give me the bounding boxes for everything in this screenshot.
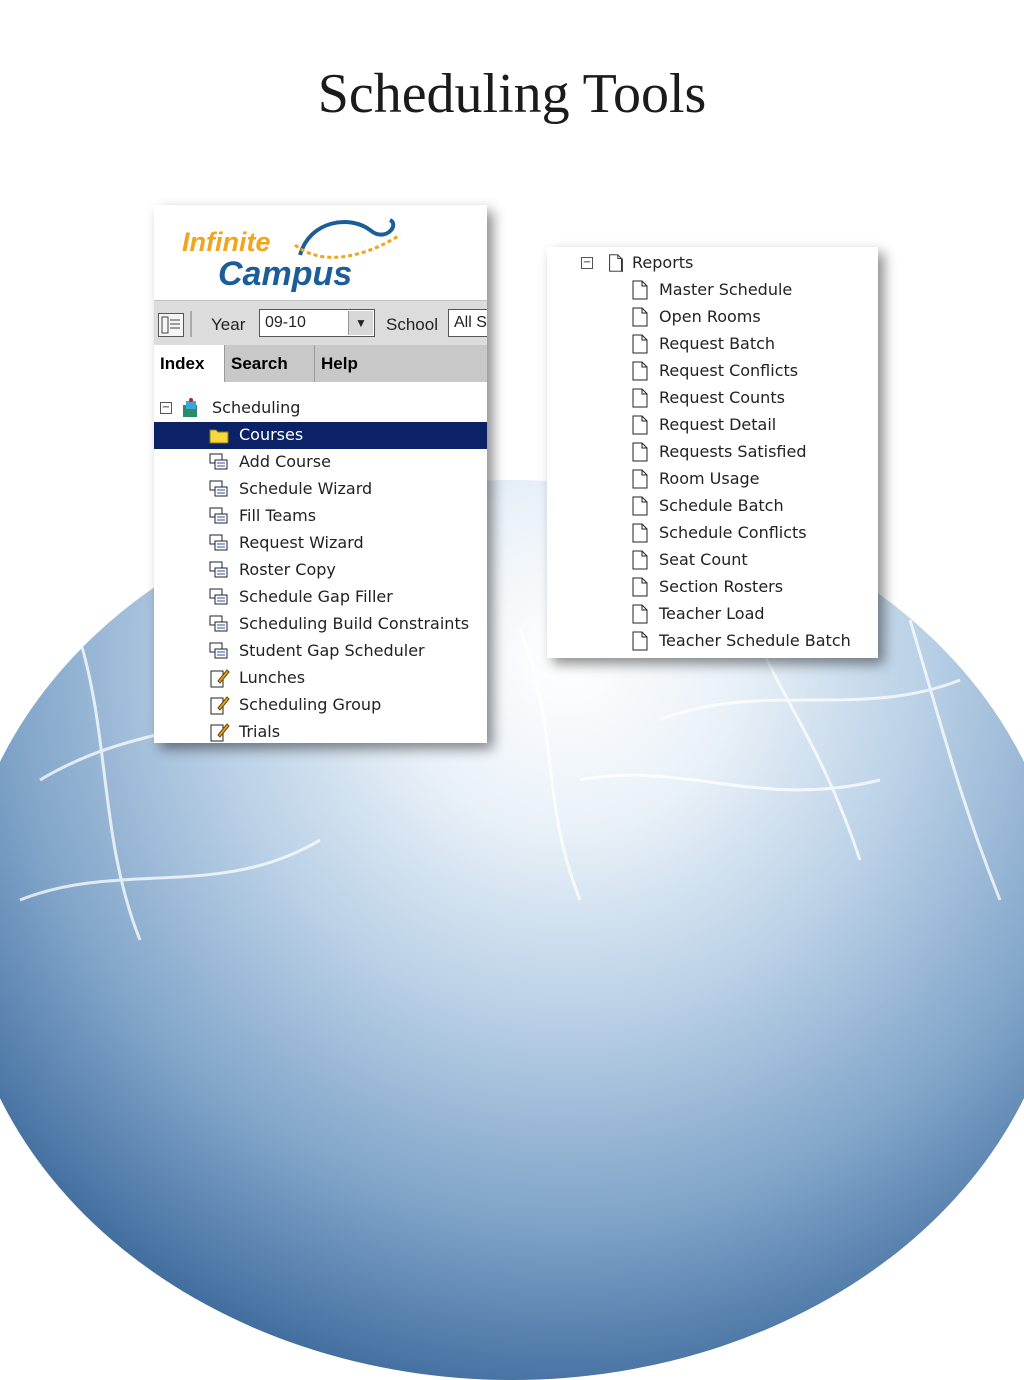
edit-icon	[208, 667, 230, 689]
tab-search[interactable]: Search	[224, 345, 314, 382]
report-item[interactable]	[547, 385, 878, 412]
slide-title: Scheduling Tools	[317, 63, 707, 125]
report-item-label: Open Rooms	[659, 307, 761, 326]
tab-help[interactable]: Help	[314, 345, 376, 382]
report-item-label: Teacher Load	[659, 604, 765, 623]
school-select[interactable]	[448, 309, 487, 337]
report-item-label: Teacher Schedule Batch	[659, 631, 851, 650]
report-item[interactable]	[547, 628, 878, 655]
report-item[interactable]	[547, 304, 878, 331]
reports-root-label: Reports	[632, 253, 694, 272]
tree-item[interactable]	[154, 611, 487, 638]
document-icon	[632, 334, 648, 354]
tree-item-label: Schedule Wizard	[239, 479, 373, 498]
report-item-label: Request Batch	[659, 334, 776, 353]
tree-item-label: Courses	[239, 425, 304, 444]
tree-item[interactable]	[154, 476, 487, 503]
tree-item-label: Lunches	[239, 668, 306, 687]
reports-panel	[547, 247, 878, 658]
report-item[interactable]	[547, 412, 878, 439]
tree-item[interactable]	[154, 665, 487, 692]
report-item-label: Schedule Conflicts	[659, 523, 807, 542]
year-label: Year	[211, 315, 246, 334]
report-item-label: Section Rosters	[659, 577, 784, 596]
tree-item-label: Student Gap Scheduler	[239, 641, 425, 660]
tree-item-label: Roster Copy	[239, 560, 336, 579]
tool-icon	[208, 640, 230, 662]
tree-item-label: Scheduling Build Constraints	[239, 614, 470, 633]
document-icon	[632, 388, 648, 408]
tree-item-label: Scheduling Group	[239, 695, 382, 714]
report-item[interactable]	[547, 277, 878, 304]
report-item[interactable]	[547, 466, 878, 493]
document-icon	[632, 523, 648, 543]
document-icon	[632, 442, 648, 462]
tree-item[interactable]	[154, 503, 487, 530]
tree-root-scheduling[interactable]	[154, 395, 487, 422]
toolbar-divider	[190, 311, 192, 337]
year-value: 09-10	[265, 314, 306, 331]
report-item[interactable]	[547, 439, 878, 466]
school-value: All S	[454, 314, 487, 331]
tool-icon	[208, 505, 230, 527]
year-select[interactable]	[259, 309, 375, 337]
tree-item-label: Add Course	[239, 452, 331, 471]
toolbar	[154, 300, 487, 345]
tree-item-label: Schedule Gap Filler	[239, 587, 393, 606]
document-icon	[632, 496, 648, 516]
tool-icon	[208, 478, 230, 500]
report-item[interactable]	[547, 520, 878, 547]
document-icon	[632, 577, 648, 597]
document-icon	[632, 469, 648, 489]
tab-bar	[154, 345, 487, 382]
tree-item[interactable]	[154, 692, 487, 719]
document-icon	[632, 280, 648, 300]
tool-icon	[208, 586, 230, 608]
document-icon	[632, 415, 648, 435]
report-item[interactable]	[547, 574, 878, 601]
reports-folder-icon	[605, 253, 627, 273]
tree-item[interactable]	[154, 719, 487, 743]
report-item-label: Request Counts	[659, 388, 785, 407]
tool-icon	[208, 613, 230, 635]
tree-item-label: Request Wizard	[239, 533, 364, 552]
collapse-icon[interactable]: −	[582, 257, 592, 268]
logo-text-infinite: Infinite	[182, 227, 271, 257]
menu-toggle-icon[interactable]	[158, 313, 184, 337]
tree-item[interactable]	[154, 530, 487, 557]
tree-item[interactable]	[154, 422, 487, 449]
tab-index[interactable]: Index	[154, 345, 224, 382]
document-icon	[632, 550, 648, 570]
report-item[interactable]	[547, 358, 878, 385]
report-item-label: Schedule Batch	[659, 496, 784, 515]
report-item-label: Request Conflicts	[659, 361, 799, 380]
document-icon	[632, 307, 648, 327]
tree-item-label: Fill Teams	[239, 506, 317, 525]
logo-text-campus: Campus	[218, 255, 353, 293]
navigation-panel	[154, 205, 487, 743]
report-item[interactable]	[547, 331, 878, 358]
tree-item-label: Trials	[239, 722, 281, 741]
tree-item[interactable]	[154, 638, 487, 665]
tree-root-label: Scheduling	[212, 398, 301, 417]
edit-icon	[208, 721, 230, 743]
scheduling-module-icon	[180, 397, 202, 419]
report-item[interactable]	[547, 493, 878, 520]
chevron-down-icon[interactable]: ▼	[348, 311, 373, 335]
collapse-icon[interactable]: −	[161, 402, 171, 413]
infinite-campus-logo	[182, 215, 422, 295]
tool-icon	[208, 532, 230, 554]
document-icon	[632, 631, 648, 651]
tool-icon	[208, 559, 230, 581]
tree-item[interactable]	[154, 584, 487, 611]
edit-icon	[208, 694, 230, 716]
tool-icon	[208, 451, 230, 473]
tree-root-reports[interactable]	[547, 250, 878, 277]
document-icon	[632, 604, 648, 624]
folder-icon	[208, 424, 230, 446]
report-item-label: Room Usage	[659, 469, 760, 488]
document-icon	[632, 361, 648, 381]
tree-item[interactable]	[154, 449, 487, 476]
report-item[interactable]	[547, 547, 878, 574]
report-item-label: Master Schedule	[659, 280, 793, 299]
school-label: School	[386, 315, 438, 334]
report-item-label: Requests Satisfied	[659, 442, 807, 461]
report-item-label: Seat Count	[659, 550, 748, 569]
report-item-label: Request Detail	[659, 415, 777, 434]
tree-item[interactable]	[154, 557, 487, 584]
report-item[interactable]	[547, 601, 878, 628]
